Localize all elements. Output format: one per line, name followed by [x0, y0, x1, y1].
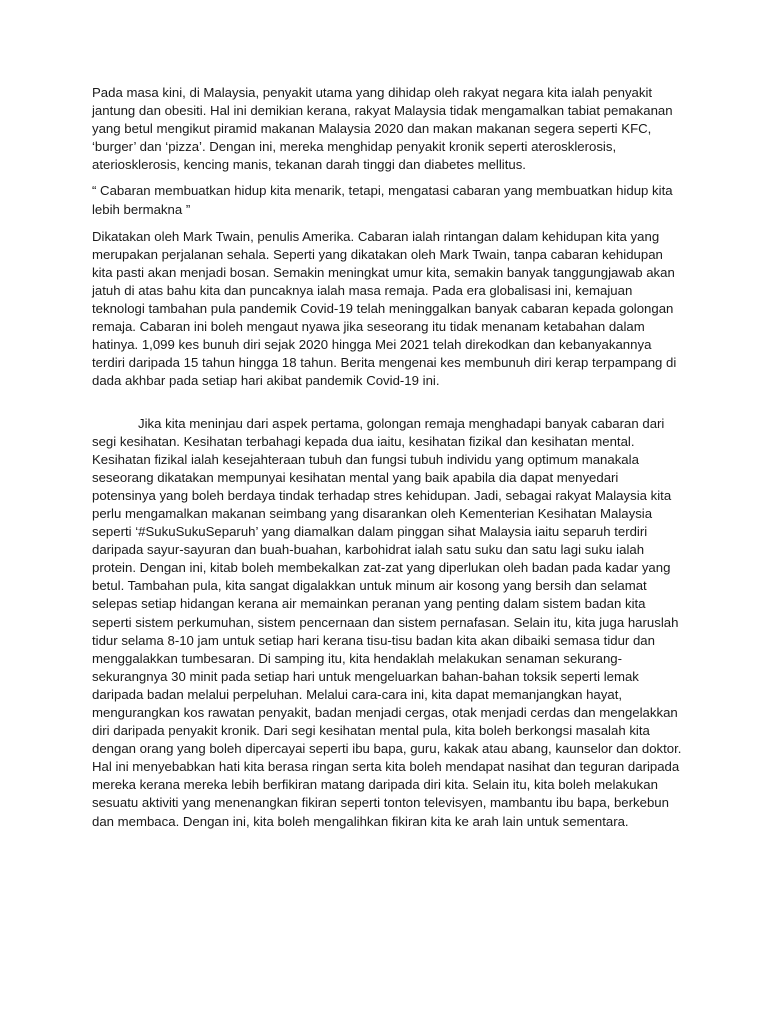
quote-paragraph: “ Cabaran membuatkan hidup kita menarik, tetapi, mengatasi cabaran yang membuatkan hidup kita lebih bermakna ”: [92, 183, 673, 217]
document-page: [92, 84, 682, 839]
intro-paragraph: Pada masa kini, di Malaysia, penyakit utama yang dihidap oleh rakyat negara kita ialah penyakit jantung dan obesiti. Hal ini demikian kerana, rakyat Malaysia tidak mengamalkan tabiat pemakanan yang betul mengikut piramid makanan Malaysia 2020 dan makan makanan segera seperti KFC, ‘burger’ dan ‘pizza’. Dengan ini, mereka menghidap penyakit kronik seperti aterosklerosis, ateriosklerosis, kencing manis, tekanan darah tinggi dan diabetes mellitus.: [92, 85, 673, 173]
mark-twain-paragraph: Dikatakan oleh Mark Twain, penulis Amerika. Cabaran ialah rintangan dalam kehidupan kita yang merupakan perjalanan sehala. Seperti yang dikatakan oleh Mark Twain, tanpa cabaran kehidupan kita pasti akan menjadi bosan. Semakin meningkat umur kita, semakin banyak tanggungjawab akan jatuh di atas bahu kita dan puncaknya ialah masa remaja. Pada era globalisasi ini, kemajuan teknologi tambahan pula pandemik Covid-19 telah meninggalkan banyak cabaran kepada golongan remaja. Cabaran ini boleh mengaut nyawa jika seseorang itu tidak menanam ketabahan dalam hatinya. 1,099 kes bunuh diri sejak 2020 hingga Mei 2021 telah direkodkan dan kebanyakannya terdiri daripada 15 tahun hingga 18 tahun. Berita mengenai kes membunuh diri kerap terpampang di dada akhbar pada setiap hari akibat pandemik Covid-19 ini.: [92, 228, 677, 389]
health-aspect-paragraph: Jika kita meninjau dari aspek pertama, golongan remaja menghadapi banyak cabaran dari segi kesihatan. Kesihatan terbahagi kepada dua iaitu, kesihatan fizikal dan kesihatan mental. Kesihatan fizikal ialah kesejahteraan tubuh dan fungsi tubuh individu yang optimum manakala seseorang dikatakan mempunyai kesihatan mental yang baik apabila dia dapat menyedari potensinya yang boleh berdaya tindak terhadap stres kehidupan. Jadi, sebagai rakyat Malaysia kita perlu mengamalkan makanan seimbang yang disarankan oleh Kementerian Kesihatan Malaysia seperti ‘#SukuSukuSeparuh’ yang diamalkan dalam pinggan sihat Malaysia iaitu separuh terdiri daripada sayur-sayuran dan buah-buahan, karbohidrat ialah satu suku dan satu lagi suku ialah protein. Dengan ini, kitab boleh membekalkan zat-zat yang diperlukan oleh badan pada kadar yang betul. Tambahan pula, kita sangat digalakkan untuk minum air kosong yang bersih dan selamat selepas setiap hidangan kerana air memainkan peranan yang penting dalam sistem badan kita seperti sistem perkumuhan, sistem pencernaan dan sistem pernafasan. Selain itu, kita juga haruslah tidur selama 8-10 jam untuk setiap hari kerana tisu-tisu badan kita akan dibaiki semasa tidur dan menggalakkan tumbesaran. Di samping itu, kita hendaklah melakukan senaman sekurang-sekurangnya 30 minit pada setiap hari untuk mengeluarkan bahan-bahan toksik seperti lemak daripada badan melalui perpeluhan. Melalui cara-cara ini, kita dapat memanjangkan hayat, mengurangkan kos rawatan penyakit, badan menjadi cergas, otak menjadi cerdas dan mengelakkan diri daripada penyakit kronik. Dari segi kesihatan mental pula, kita boleh berkongsi masalah kita dengan orang yang boleh dipercayai seperti ibu bapa, guru, kakak atau abang, kaunselor dan doktor. Hal ini menyebabkan hati kita berasa ringan serta kita boleh mendapat nasihat dan teguran daripada mereka kerana mereka lebih berfikiran matang daripada diri kita. Selain itu, kita boleh melakukan sesuatu aktiviti yang menenangkan fikiran seperti tonton televisyen, mambantu ibu bapa, berkebun dan membaca. Dengan ini, kita boleh mengalihkan fikiran kita ke arah lain untuk sementara.: [92, 415, 682, 829]
